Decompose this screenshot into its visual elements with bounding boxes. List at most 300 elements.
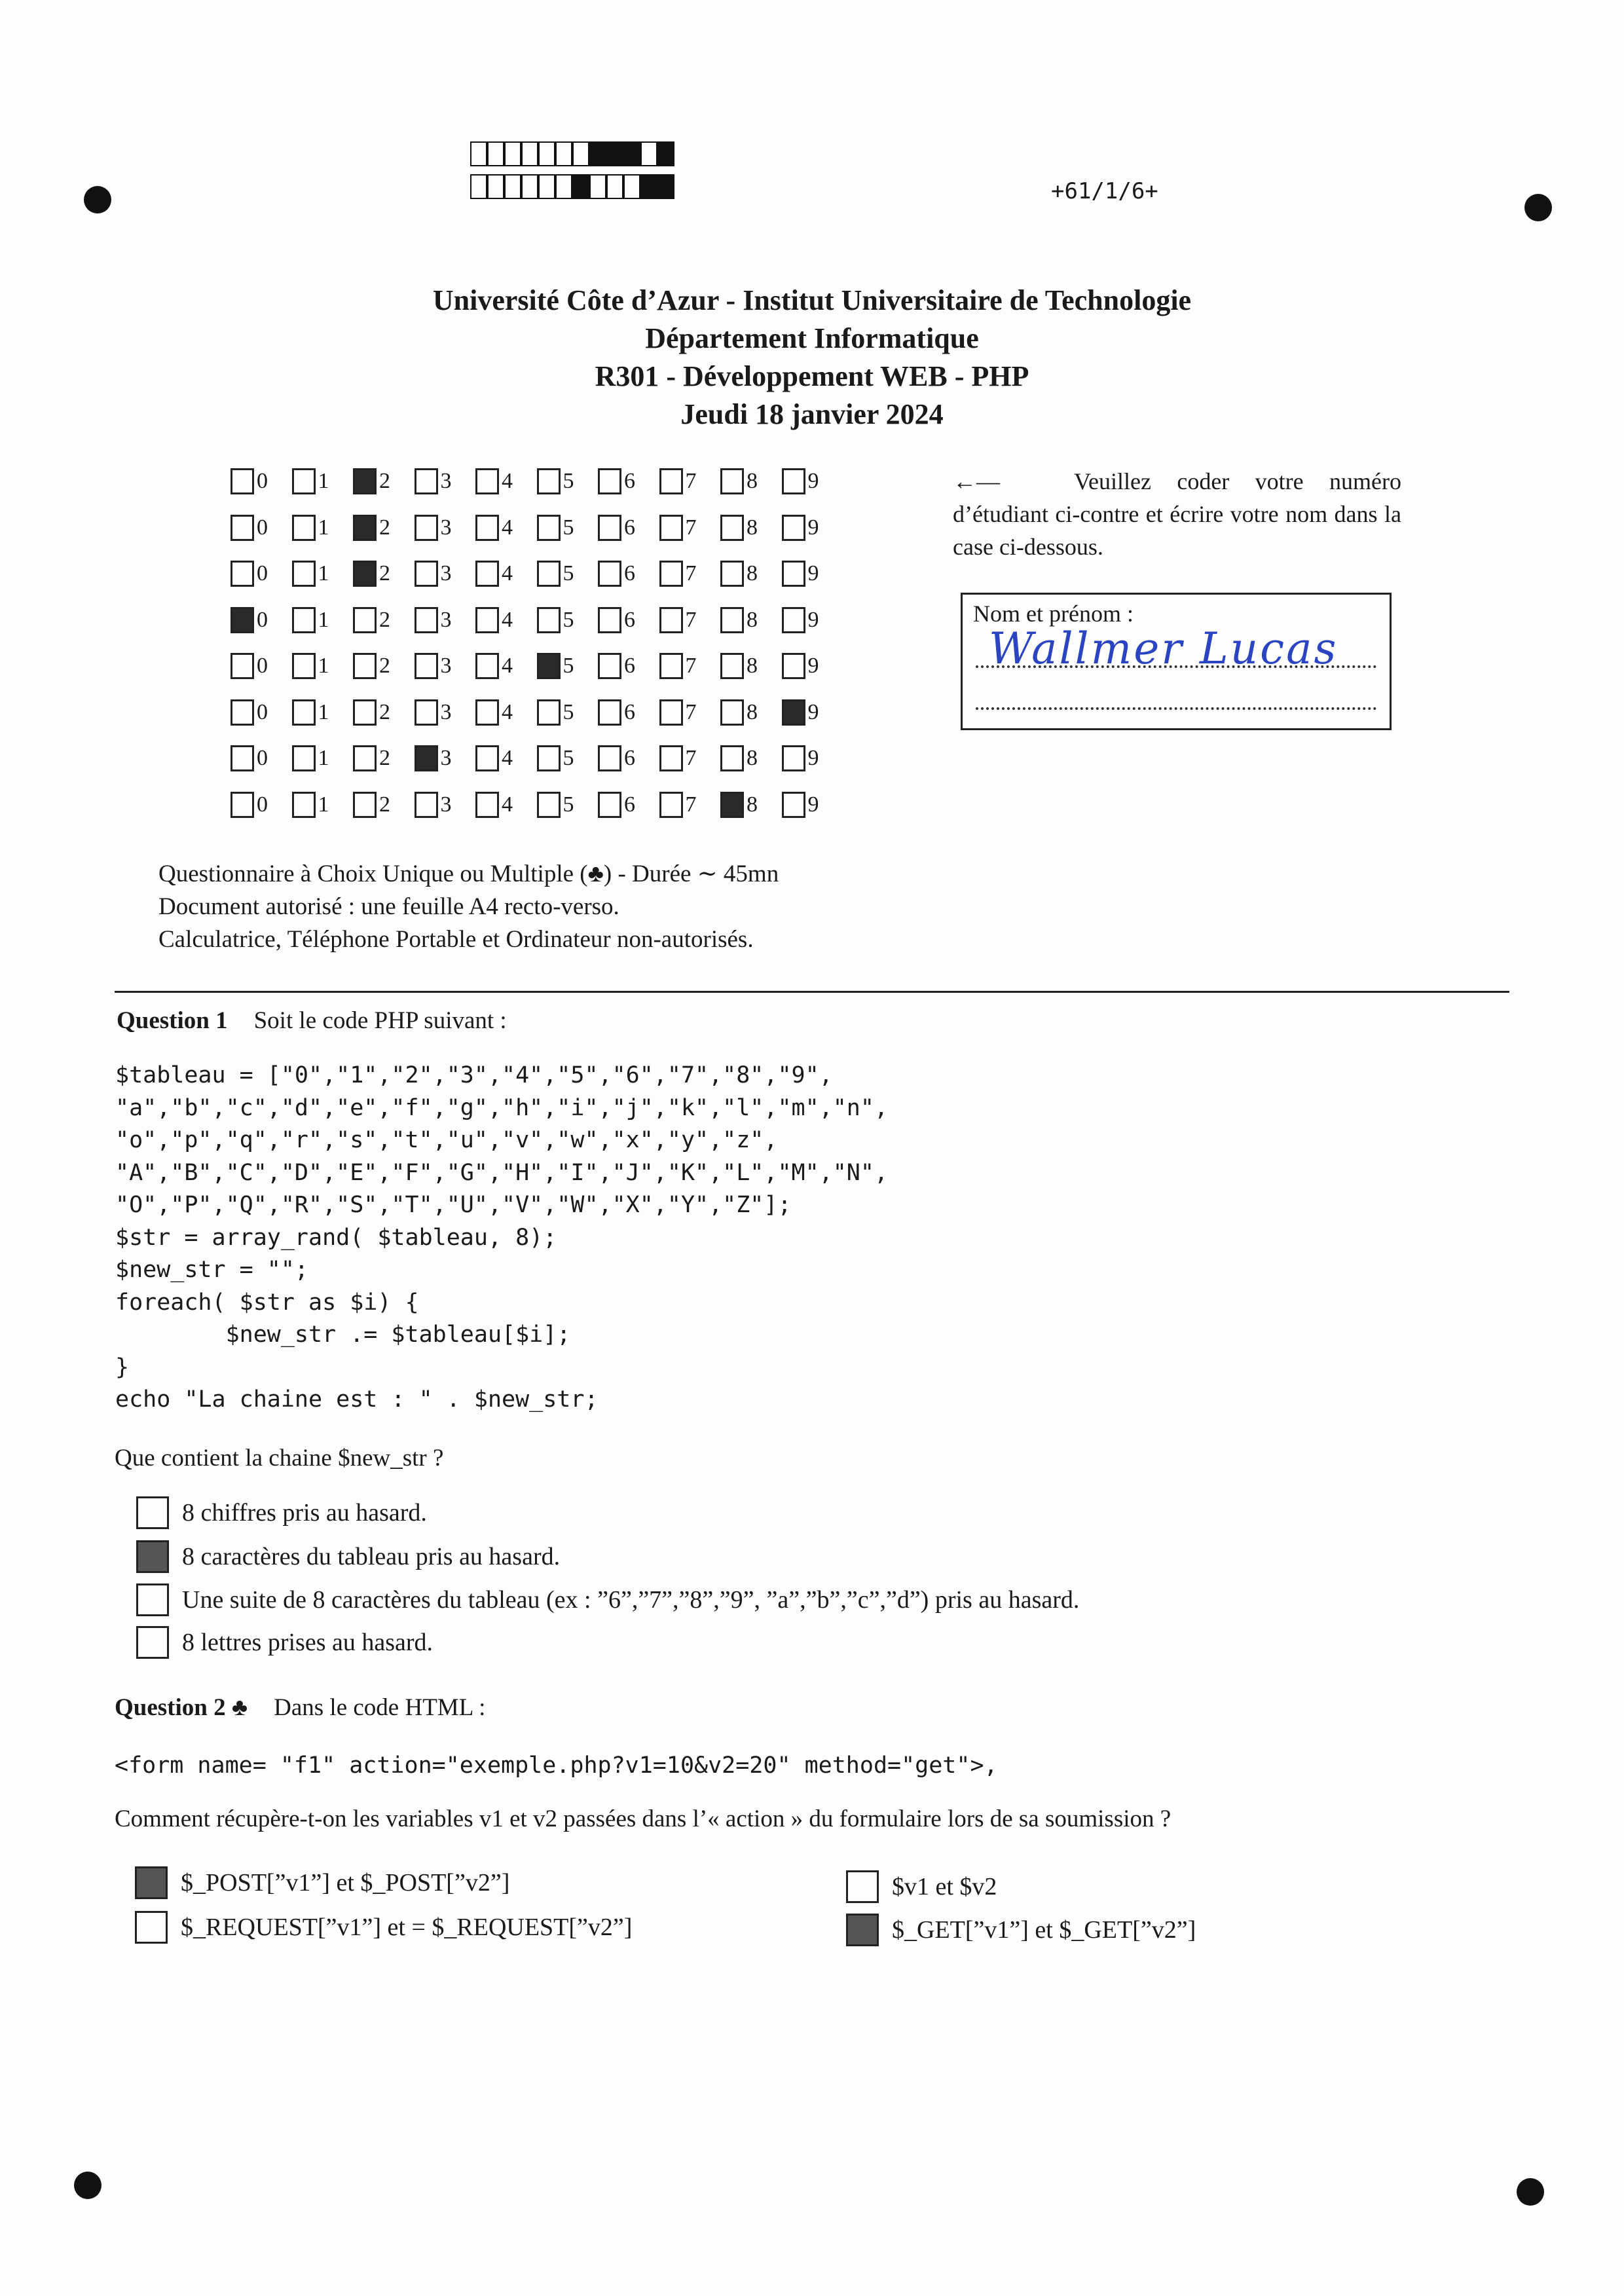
digit-cell [598,515,659,541]
q2-question: Comment récupère-t-on les variables v1 et v2 passées dans l’« action » du formulaire lors de sa soumission ? [115,1805,1172,1832]
barcode-cell [487,141,504,166]
barcode-cell [504,141,521,166]
digit-checkbox[interactable] [475,745,499,771]
digit-cell [231,468,292,494]
digit-checkbox[interactable] [475,561,499,587]
digit-checkbox[interactable] [598,515,621,541]
digit-checkbox[interactable] [659,468,683,494]
digit-checkbox[interactable] [782,653,805,679]
digit-label: 8 [747,561,758,586]
answer-checkbox[interactable] [846,1914,879,1946]
digit-cell [720,607,782,633]
answer-checkbox[interactable] [135,1911,168,1944]
digit-cell [659,515,721,541]
q1-heading [117,1007,507,1035]
digit-cell [720,699,782,726]
digit-cell [659,745,721,771]
exam-info-format: Questionnaire à Choix Unique ou Multiple (♣) - Durée ∼ 45mn [158,861,779,887]
digit-checkbox[interactable] [353,745,377,771]
digit-cell [537,699,599,726]
digit-label: 9 [807,792,819,817]
instructions [953,465,1401,563]
digit-cell [537,468,599,494]
digit-label: 7 [685,792,697,817]
digit-cell [475,792,537,818]
digit-label: 5 [563,654,574,678]
instructions-text: Veuillez coder votre numéro d’étudiant ci-contre et écrire votre nom dans la case ci-dessous. [953,468,1401,560]
digit-cell [659,468,721,494]
digit-cell [292,745,354,771]
digit-cell [782,468,843,494]
digit-cell [231,607,292,633]
digit-checkbox[interactable] [292,653,316,679]
digit-checkbox[interactable] [231,468,254,494]
answer-option[interactable] [136,1496,427,1529]
exam-header [0,282,1624,434]
answer-option[interactable] [136,1626,433,1659]
digit-label: 4 [502,654,513,678]
student-number-row [231,782,843,828]
digit-label: 0 [257,561,268,586]
digit-checkbox[interactable] [231,745,254,771]
answer-option[interactable] [136,1540,560,1573]
digit-checkbox[interactable] [475,653,499,679]
arrow-left-icon: ←— [953,468,1000,494]
digit-cell [659,792,721,818]
digit-cell [537,561,599,587]
digit-checkbox[interactable] [782,699,805,726]
digit-checkbox[interactable] [537,745,561,771]
digit-label: 5 [563,515,574,540]
registration-mark-bottom-left [74,2172,101,2199]
digit-label: 8 [747,746,758,771]
header-university: Université Côte d’Azur - Institut Universitaire de Technologie [432,284,1192,316]
q2-heading [115,1694,485,1722]
name-line-1 [976,665,1376,668]
digit-checkbox[interactable] [415,653,438,679]
digit-cell [292,468,354,494]
digit-label: 5 [563,469,574,494]
digit-checkbox[interactable] [292,468,316,494]
digit-label: 5 [563,792,574,817]
digit-cell [537,792,599,818]
code-line: foreach( $str as $i) { [115,1289,419,1316]
digit-label: 1 [318,561,329,586]
digit-label: 1 [318,654,329,678]
q1-question: Que contient la chaine $new_str ? [115,1445,444,1472]
digit-cell [353,561,415,587]
digit-checkbox[interactable] [231,561,254,587]
digit-cell [292,792,354,818]
digit-checkbox[interactable] [475,607,499,633]
digit-cell [720,515,782,541]
code-line: } [115,1354,130,1380]
digit-label: 1 [318,746,329,771]
digit-label: 4 [502,515,513,540]
barcode-cell [657,174,674,199]
digit-checkbox[interactable] [475,792,499,818]
digit-checkbox[interactable] [720,607,744,633]
student-number-row [231,643,843,690]
answer-checkbox[interactable] [136,1626,169,1659]
student-number-row [231,505,843,551]
digit-checkbox[interactable] [292,699,316,726]
barcode-cell [606,141,623,166]
digit-cell [475,699,537,726]
barcode-cell [487,174,504,199]
digit-cell [598,653,659,679]
digit-checkbox[interactable] [782,607,805,633]
digit-cell [231,561,292,587]
digit-checkbox[interactable] [659,745,683,771]
name-line-2 [976,707,1376,710]
digit-checkbox[interactable] [353,792,377,818]
digit-checkbox[interactable] [720,468,744,494]
digit-cell [475,468,537,494]
digit-label: 6 [624,792,635,817]
student-number-row [231,551,843,597]
digit-label: 9 [807,515,819,540]
digit-label: 0 [257,515,268,540]
barcode-cell [538,141,555,166]
digit-checkbox[interactable] [353,515,377,541]
registration-mark-top-left [84,186,111,213]
digit-label: 7 [685,469,697,494]
digit-label: 8 [747,607,758,632]
digit-checkbox[interactable] [720,699,744,726]
divider [115,991,1509,993]
digit-label: 2 [379,607,390,632]
q2-intro: Dans le code HTML : [274,1694,486,1721]
digit-cell [415,561,476,587]
digit-cell [231,653,292,679]
digit-cell [475,561,537,587]
digit-cell [231,515,292,541]
digit-checkbox[interactable] [292,607,316,633]
digit-checkbox[interactable] [231,607,254,633]
digit-cell [292,607,354,633]
digit-cell [415,515,476,541]
answer-text: $_GET[”v1”] et $_GET[”v2”] [892,1916,1196,1944]
digit-checkbox[interactable] [415,561,438,587]
digit-checkbox[interactable] [782,515,805,541]
digit-label: 5 [563,607,574,632]
student-number-row [231,690,843,736]
answer-checkbox[interactable] [136,1540,169,1573]
digit-checkbox[interactable] [659,792,683,818]
digit-cell [353,792,415,818]
digit-label: 4 [502,699,513,724]
digit-checkbox[interactable] [353,653,377,679]
student-number-row [231,458,843,505]
digit-checkbox[interactable] [537,607,561,633]
digit-label: 3 [440,515,452,540]
digit-checkbox[interactable] [782,561,805,587]
digit-label: 0 [257,607,268,632]
digit-checkbox[interactable] [415,468,438,494]
page-code: +61/1/6+ [1051,178,1158,204]
digit-label: 8 [747,469,758,494]
digit-label: 6 [624,699,635,724]
digit-checkbox[interactable] [720,561,744,587]
digit-cell [720,745,782,771]
digit-checkbox[interactable] [415,607,438,633]
digit-cell [292,653,354,679]
barcode-cell [470,174,487,199]
digit-checkbox[interactable] [537,699,561,726]
digit-label: 6 [624,561,635,586]
digit-checkbox[interactable] [353,561,377,587]
digit-checkbox[interactable] [231,792,254,818]
digit-cell [782,792,843,818]
barcode-cell [623,141,640,166]
name-label: Nom et prénom : [973,601,1134,627]
digit-checkbox[interactable] [782,468,805,494]
digit-checkbox[interactable] [782,792,805,818]
digit-label: 6 [624,746,635,771]
digit-checkbox[interactable] [720,745,744,771]
digit-label: 4 [502,607,513,632]
barcode-cell [640,174,657,199]
digit-cell [659,561,721,587]
digit-cell [782,561,843,587]
handwritten-name: Wallmer Lucas [989,623,1338,674]
answer-text: $_REQUEST[”v1”] et = $_REQUEST[”v2”] [181,1914,633,1941]
answer-text: 8 lettres prises au hasard. [182,1629,434,1656]
digit-label: 2 [379,746,390,771]
student-number-row [231,735,843,782]
digit-checkbox[interactable] [292,561,316,587]
digit-cell [537,745,599,771]
digit-label: 0 [257,746,268,771]
digit-label: 2 [379,654,390,678]
answer-option[interactable] [135,1866,509,1899]
registration-mark-top-right [1524,194,1552,221]
digit-checkbox[interactable] [659,699,683,726]
digit-label: 7 [685,515,697,540]
digit-cell [598,699,659,726]
digit-checkbox[interactable] [659,515,683,541]
digit-label: 3 [440,746,452,771]
barcode-cell [606,174,623,199]
digit-label: 0 [257,699,268,724]
digit-cell [659,607,721,633]
digit-cell [415,792,476,818]
code-line: $new_str = ""; [115,1257,309,1283]
digit-cell [475,515,537,541]
exam-info [158,858,779,956]
digit-label: 9 [807,654,819,678]
digit-label: 5 [563,699,574,724]
answer-text: 8 caractères du tableau pris au hasard. [182,1543,561,1570]
barcode-cell [521,141,538,166]
digit-cell [598,468,659,494]
digit-checkbox[interactable] [598,745,621,771]
digit-cell [782,515,843,541]
answer-checkbox[interactable] [136,1496,169,1529]
digit-label: 3 [440,654,452,678]
digit-checkbox[interactable] [231,653,254,679]
digit-checkbox[interactable] [415,792,438,818]
digit-label: 4 [502,469,513,494]
answer-option[interactable] [135,1911,632,1944]
barcode-cell [657,141,674,166]
barcode-cell [572,174,589,199]
digit-cell [353,699,415,726]
digit-checkbox[interactable] [537,468,561,494]
answer-option[interactable] [846,1870,997,1903]
barcode-cell [504,174,521,199]
digit-label: 1 [318,607,329,632]
digit-cell [659,653,721,679]
digit-cell [231,745,292,771]
digit-checkbox[interactable] [292,515,316,541]
digit-cell [782,745,843,771]
digit-checkbox[interactable] [598,792,621,818]
digit-label: 9 [807,746,819,771]
header-course: R301 - Développement WEB - PHP [595,360,1029,392]
digit-label: 4 [502,561,513,586]
digit-checkbox[interactable] [598,699,621,726]
digit-label: 1 [318,469,329,494]
exam-info-documents: Document autorisé : une feuille A4 recto-verso. [158,893,619,920]
digit-cell [292,699,354,726]
name-box[interactable] [961,593,1392,730]
digit-checkbox[interactable] [231,699,254,726]
header-date: Jeudi 18 janvier 2024 [680,398,944,430]
digit-label: 8 [747,699,758,724]
digit-cell [537,607,599,633]
digit-checkbox[interactable] [231,515,254,541]
digit-checkbox[interactable] [782,745,805,771]
digit-cell [537,653,599,679]
digit-cell [292,561,354,587]
digit-cell [415,468,476,494]
digit-label: 6 [624,607,635,632]
digit-checkbox[interactable] [475,515,499,541]
digit-label: 3 [440,792,452,817]
digit-cell [292,515,354,541]
digit-cell [720,468,782,494]
digit-label: 0 [257,654,268,678]
answer-checkbox[interactable] [136,1583,169,1616]
digit-checkbox[interactable] [475,468,499,494]
barcode-cell [521,174,538,199]
answer-checkbox[interactable] [846,1870,879,1903]
digit-cell [415,607,476,633]
digit-checkbox[interactable] [415,699,438,726]
digit-checkbox[interactable] [720,515,744,541]
digit-cell [782,653,843,679]
digit-label: 8 [747,792,758,817]
digit-checkbox[interactable] [720,653,744,679]
digit-cell [659,699,721,726]
digit-cell [598,607,659,633]
digit-checkbox[interactable] [537,792,561,818]
digit-label: 3 [440,607,452,632]
digit-cell [720,653,782,679]
header-department: Département Informatique [645,322,979,354]
code-line: $new_str .= $tableau[$i]; [115,1322,571,1348]
code-line: "A","B","C","D","E","F","G","H","I","J","K","L","M","N", [115,1159,889,1186]
digit-checkbox[interactable] [659,561,683,587]
digit-checkbox[interactable] [659,607,683,633]
answer-option[interactable] [846,1914,1196,1946]
digit-label: 9 [807,699,819,724]
digit-checkbox[interactable] [537,653,561,679]
digit-label: 5 [563,561,574,586]
digit-cell [415,745,476,771]
digit-label: 2 [379,792,390,817]
digit-cell [353,653,415,679]
digit-label: 2 [379,561,390,586]
q2-label: Question 2 ♣ [115,1694,248,1721]
digit-checkbox[interactable] [720,792,744,818]
digit-checkbox[interactable] [292,792,316,818]
digit-label: 7 [685,607,697,632]
digit-checkbox[interactable] [353,699,377,726]
digit-cell [782,607,843,633]
digit-checkbox[interactable] [537,561,561,587]
q1-label: Question 1 [117,1007,228,1034]
digit-cell [353,745,415,771]
digit-checkbox[interactable] [353,468,377,494]
digit-checkbox[interactable] [353,607,377,633]
digit-label: 2 [379,515,390,540]
digit-label: 2 [379,699,390,724]
digit-checkbox[interactable] [598,561,621,587]
digit-cell [353,607,415,633]
digit-checkbox[interactable] [659,653,683,679]
q1-code-block [115,1060,888,1416]
barcode-cell [555,174,572,199]
digit-checkbox[interactable] [475,699,499,726]
digit-cell [353,515,415,541]
barcode-cell [589,174,606,199]
answer-text: $v1 et $v2 [892,1873,997,1900]
digit-label: 5 [563,746,574,771]
digit-checkbox[interactable] [415,745,438,771]
answer-text: $_POST[”v1”] et $_POST[”v2”] [181,1869,510,1897]
code-line: $str = array_rand( $tableau, 8); [115,1224,557,1251]
exam-info-devices: Calculatrice, Téléphone Portable et Ordinateur non-autorisés. [158,926,754,953]
digit-checkbox[interactable] [415,515,438,541]
digit-label: 7 [685,561,697,586]
barcode-cell [572,141,589,166]
digit-label: 1 [318,792,329,817]
barcode-cell [589,141,606,166]
digit-checkbox[interactable] [537,515,561,541]
digit-cell [720,561,782,587]
digit-cell [720,792,782,818]
digit-checkbox[interactable] [598,468,621,494]
student-number-grid [231,458,843,828]
digit-cell [782,699,843,726]
digit-checkbox[interactable] [598,607,621,633]
answer-checkbox[interactable] [135,1866,168,1899]
digit-label: 6 [624,654,635,678]
digit-label: 6 [624,515,635,540]
answer-option[interactable] [136,1583,1079,1616]
digit-cell [475,745,537,771]
digit-label: 3 [440,699,452,724]
code-line: $tableau = ["0","1","2","3","4","5","6","7","8","9", [115,1062,833,1088]
digit-checkbox[interactable] [598,653,621,679]
digit-cell [475,653,537,679]
answer-text: Une suite de 8 caractères du tableau (ex : ”6”,”7”,”8”,”9”, ”a”,”b”,”c”,”d”) pris au hasard. [182,1586,1080,1614]
barcode-cell [623,174,640,199]
digit-checkbox[interactable] [292,745,316,771]
